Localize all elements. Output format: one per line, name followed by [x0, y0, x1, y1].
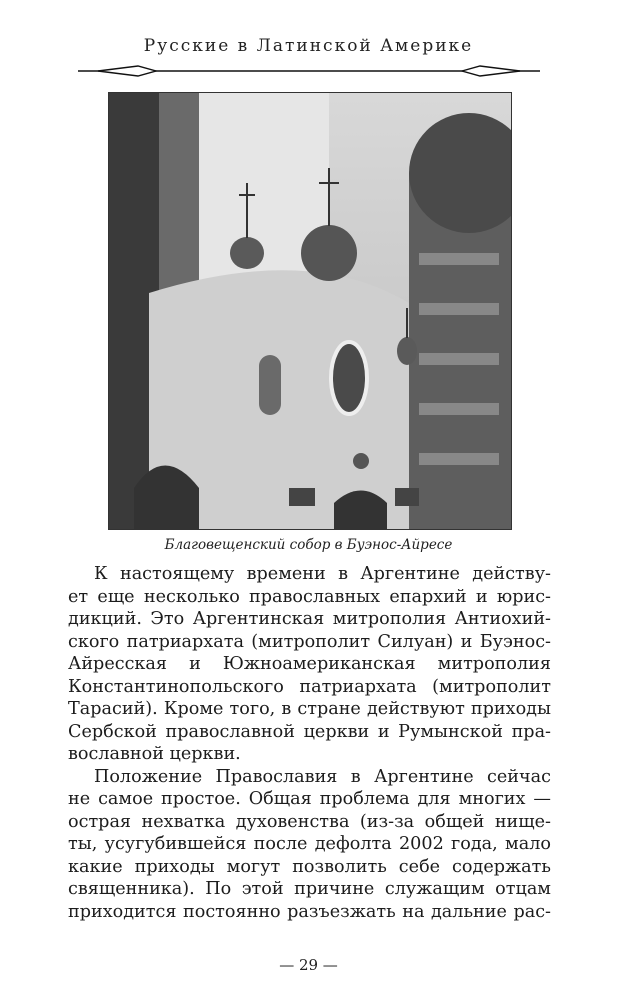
text-line: священника). По этой причине служащим отцам	[68, 879, 551, 899]
running-header: Русские в Латинской Америке	[143, 36, 474, 56]
text-line: Сербской православной церкви и Румынской пра-	[68, 721, 551, 742]
text-line: вославной церкви.	[68, 744, 241, 764]
text-line: какие приходы могут позволить себе содержать	[68, 856, 551, 877]
text-line: Константинопольского патриархата (митрополит	[68, 676, 551, 697]
page-number: — 29 —	[279, 956, 338, 974]
text-line: дикций. Это Аргентинская митрополия Антиохий-	[68, 609, 551, 629]
text-line: Тарасий). Кроме того, в стране действуют приходы	[68, 699, 551, 719]
paragraph	[68, 766, 551, 924]
text-line: ет еще несколько православных епархий и юрис-	[68, 586, 551, 607]
cathedral-photo	[108, 92, 512, 530]
text-line: не самое простое. Общая проблема для многих —	[68, 789, 551, 809]
text-line: Положение Православия в Аргентине сейчас	[94, 766, 551, 787]
body-text	[68, 563, 551, 923]
text-line: ты, усугубившейся после дефолта 2002 года, мало	[68, 834, 551, 854]
ornamental-rule	[78, 63, 540, 79]
text-line: острая нехватка духовенства (из-за общей нище-	[68, 811, 551, 832]
text-line: приходится постоянно разъезжать на дальние рас-	[68, 901, 551, 922]
figure-caption: Благовещенский собор в Буэнос-Айресе	[164, 537, 453, 553]
paragraph	[68, 563, 551, 766]
text-line: К настоящему времени в Аргентине действу-	[94, 564, 551, 584]
text-line: Айресская и Южноамериканская митрополия	[68, 654, 551, 674]
text-line: ского патриархата (митрополит Силуан) и Буэнос-	[68, 631, 551, 652]
